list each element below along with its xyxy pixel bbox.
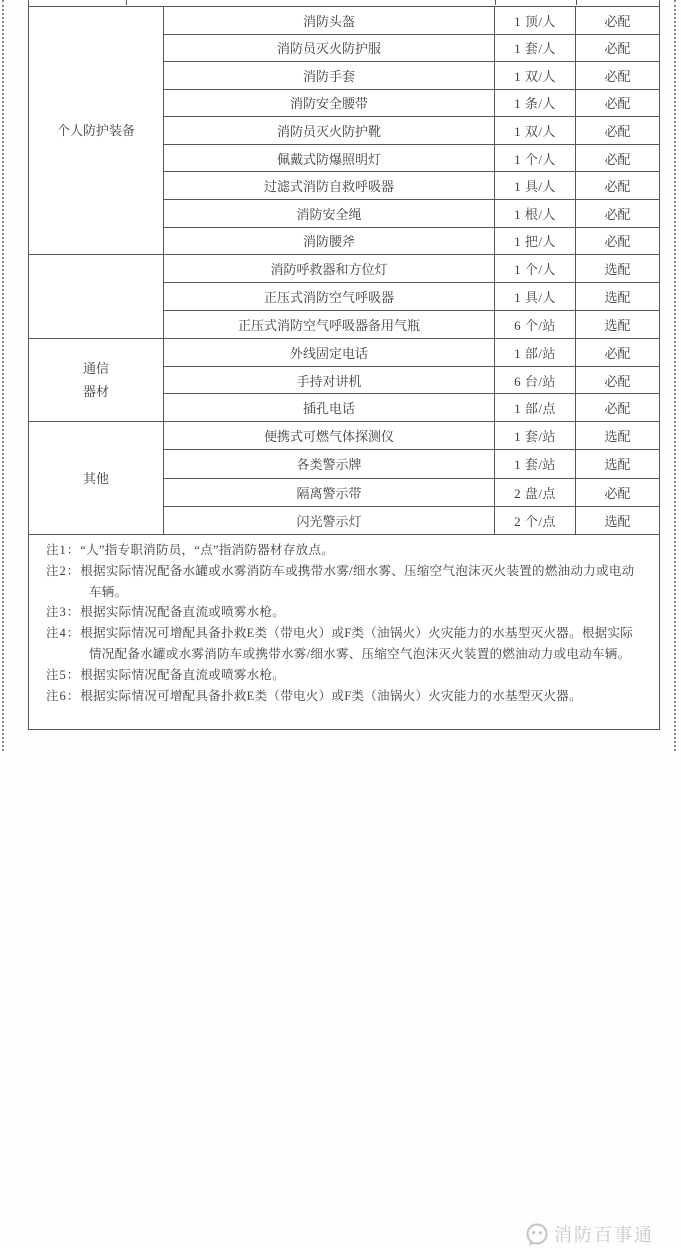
note-label: 注3： [46,605,81,620]
status-cell: 选配 [604,513,631,529]
status-cell: 必配 [604,179,631,195]
table-body [29,7,659,535]
qty-cell: 1 个/人 [495,255,576,282]
table-row [164,449,659,477]
qty-cell: 2 盘/点 [495,479,576,506]
group-rows [164,339,659,421]
status-cell: 必配 [604,234,631,250]
qty-cell: 1 条/人 [495,90,576,117]
note-line: 注3：根据实际情况配备直流或喷雾水枪。 [46,605,286,620]
status-cell: 必配 [604,206,631,222]
table-row [164,61,659,89]
category-cell [29,255,164,338]
notes-section [29,535,659,1245]
status-cell: 必配 [604,151,631,167]
fire-equipment-table [28,0,660,1245]
qty-cell: 1 把/人 [495,228,576,255]
qty-cell: 1 部/点 [495,394,576,421]
item-cell: 过滤式消防自救呼吸器 [164,172,495,199]
item-cell: 消防员灭火防护服 [164,35,495,62]
table-row [164,506,659,534]
qty-cell: 1 部/站 [495,339,576,366]
chat-bubble-face-icon [524,1222,551,1248]
item-cell: 外线固定电话 [164,339,495,366]
group-rows [164,422,659,534]
note-label: 注1： [46,543,81,557]
status-cell: 选配 [604,262,631,277]
item-cell: 消防员灭火防护靴 [164,117,495,144]
item-cell: 消防头盔 [164,7,495,34]
equipment-group [29,339,659,422]
note-label: 注4： [46,626,81,641]
qty-cell: 1 个/人 [495,145,576,172]
group-rows [164,255,659,338]
table-row [164,422,659,449]
category-label: 器材 [82,384,109,399]
equipment-group [29,255,659,339]
qty-cell: 1 双/人 [495,117,576,144]
category-label: 其他 [82,470,109,486]
watermark [524,1222,654,1248]
note-label: 注5： [46,667,81,682]
status-cell: 必配 [604,96,631,112]
item-cell: 消防呼救器和方位灯 [164,255,495,282]
category-cell [29,7,164,254]
status-cell: 选配 [604,318,631,333]
table-row [164,478,659,506]
item-cell: 隔离警示带 [164,479,495,506]
qty-cell: 1 顶/人 [495,7,576,34]
table-row [164,227,659,255]
table-row [164,339,659,366]
table-row [164,89,659,117]
equipment-group [29,7,659,255]
category-label: 个人防护装备 [56,123,135,138]
table-row [164,199,659,227]
qty-cell: 1 具/人 [495,283,576,310]
qty-cell: 1 具/人 [495,172,576,199]
table-row [164,310,659,338]
status-cell: 选配 [604,290,631,305]
qty-cell: 1 套/站 [495,450,576,477]
table-row [164,116,659,144]
category-cell [29,339,164,421]
status-cell: 选配 [604,429,631,445]
qty-cell: 1 双/人 [495,62,576,89]
page-edge-dotted-right [674,0,676,751]
qty-cell: 6 个/站 [495,311,576,338]
item-cell: 佩戴式防爆照明灯 [164,145,495,172]
item-cell: 消防腰斧 [164,228,495,255]
note-line: 注1：“人”指专职消防员，“点”指消防器材存放点。 [46,543,335,557]
item-cell: 插孔电话 [164,394,495,421]
status-cell: 必配 [604,68,631,84]
category-cell [29,422,164,534]
item-cell: 各类警示牌 [164,450,495,477]
item-cell: 消防安全绳 [164,200,495,227]
qty-cell: 1 套/站 [495,422,576,449]
status-cell: 必配 [604,345,631,361]
note-line: 注6：根据实际情况可增配具备扑救E类（带电火）或F类（油锅火）火灾能力的水基型灭火器。 [46,688,582,703]
table-row [164,393,659,421]
item-cell: 消防安全腰带 [164,90,495,117]
status-cell: 必配 [604,41,631,57]
status-cell: 必配 [604,485,631,501]
note-line: 注5：根据实际情况配备直流或喷雾水枪。 [46,667,286,682]
qty-cell: 2 个/点 [495,507,576,534]
note-label: 注2： [46,563,81,578]
status-cell: 必配 [604,401,631,417]
qty-cell: 1 根/人 [495,200,576,227]
note-line: 注4：根据实际情况可增配具备扑救E类（带电火）或F类（油锅火）火灾能力的水基型灭火器。根据实际情况配备水罐或水雾消防车或携带水雾/细水雾、压缩空气泡沫灭火装置的燃油动力或电动车辆。 [46,626,634,661]
table-row [164,171,659,199]
table-row [164,282,659,310]
status-cell: 选配 [604,457,631,473]
notes-list [46,540,645,706]
category-label: 通信 [82,361,109,376]
item-cell: 闪光警示灯 [164,507,495,534]
table-row [164,144,659,172]
status-cell: 必配 [604,373,631,389]
watermark-text: 消防百事通 [554,1224,654,1245]
table-row [164,7,659,34]
qty-cell: 1 套/人 [495,35,576,62]
equipment-group [29,422,659,535]
note-label: 注6： [46,688,81,703]
group-rows [164,7,659,254]
status-cell: 必配 [604,124,631,140]
item-cell: 正压式消防空气呼吸器备用气瓶 [164,311,495,338]
table-row [164,34,659,62]
page-edge-dotted-left [2,0,4,751]
table-row [164,366,659,394]
item-cell: 手持对讲机 [164,367,495,394]
status-cell: 必配 [604,13,631,29]
note-line: 注2：根据实际情况配备水罐或水雾消防车或携带水雾/细水雾、压缩空气泡沫灭火装置的燃油动力或电动车辆。 [46,563,635,599]
qty-cell: 6 台/站 [495,367,576,394]
item-cell: 便携式可燃气体探测仪 [164,422,495,449]
item-cell: 消防手套 [164,62,495,89]
table-row [164,255,659,282]
item-cell: 正压式消防空气呼吸器 [164,283,495,310]
cutoff-previous-row [29,0,659,7]
